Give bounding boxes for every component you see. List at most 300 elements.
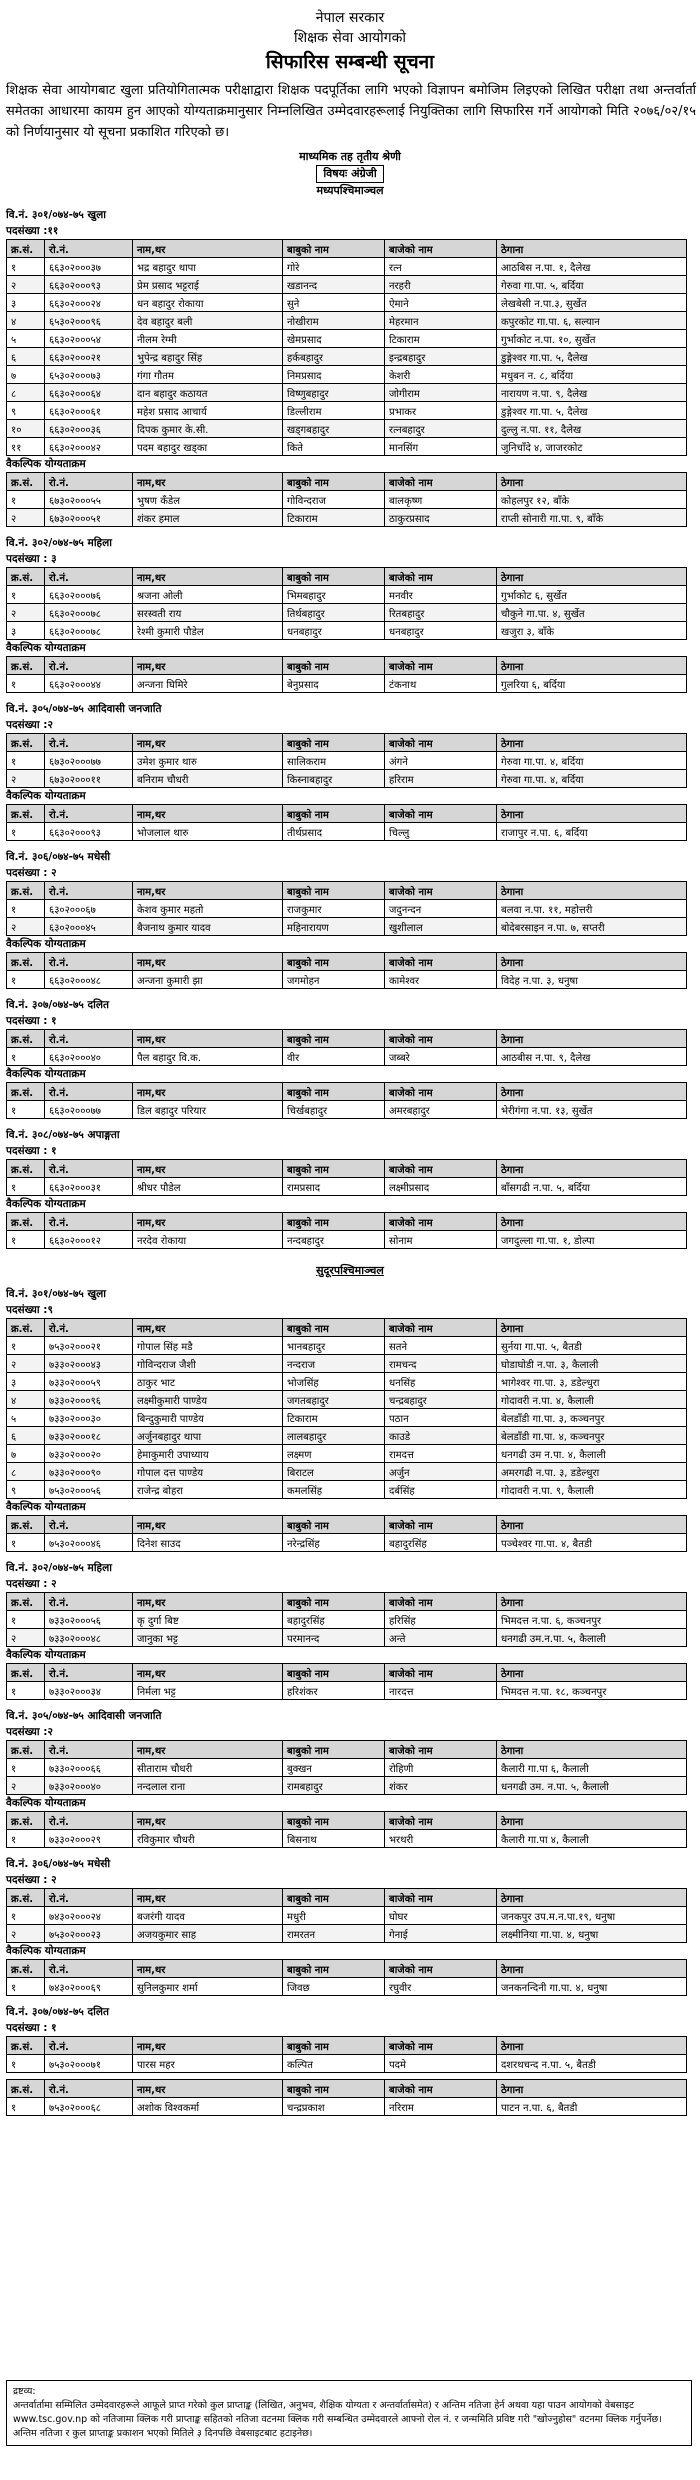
column-header: रो.नं. — [45, 1664, 133, 1682]
table-header-row — [7, 1319, 687, 1337]
government-line: नेपाल सरकार — [315, 10, 385, 26]
column-header: ठेगाना — [497, 1664, 687, 1682]
recommended-candidates-table — [6, 1159, 687, 1196]
column-header: बाबुको नाम — [283, 2080, 385, 2098]
table-row — [7, 491, 687, 509]
table-cell: नारदत्त — [385, 1682, 497, 1700]
column-header: बाबुको नाम — [283, 1213, 385, 1231]
table-cell: बेनुप्रसाद — [283, 675, 385, 693]
recommendation-block — [0, 2004, 700, 2116]
table-cell: ७५३०२०००४६ — [45, 1534, 133, 1552]
table-cell: जब्बरे — [385, 1048, 497, 1066]
column-header: रो.नं. — [45, 1319, 133, 1337]
table-cell: ९ — [7, 1481, 45, 1499]
table-cell: मेहरमान — [385, 312, 497, 330]
seat-count: पदसंख्या : २ — [6, 1874, 57, 1886]
table-cell: ऐमाने — [385, 294, 497, 312]
table-cell: जनकपुर उप.म.न.पा.१९, धनुषा — [497, 1907, 687, 1925]
column-header: नाम,थर — [133, 1960, 283, 1978]
column-header: बाजेको नाम — [385, 1160, 497, 1178]
table-cell: केशरी — [385, 366, 497, 384]
seat-count: पदसंख्या : २ — [6, 867, 57, 879]
recommendation-block — [0, 1560, 700, 1700]
table-cell: सुर्नया गा.पा. ५, बैतडी — [497, 1337, 687, 1355]
table-cell: रामदत्त — [385, 1445, 497, 1463]
table-cell: दशरथचन्द न.पा. ५, बैतडी — [497, 2055, 687, 2073]
table-cell: ४ — [7, 1391, 45, 1409]
table-cell: लक्ष्मीप्रसाद — [385, 1178, 497, 1196]
table-cell: खुशीलाल — [385, 918, 497, 936]
table-cell: खेमप्रसाद — [283, 330, 385, 348]
table-cell: पठान — [385, 1409, 497, 1427]
column-header: बाबुको नाम — [283, 1030, 385, 1048]
table-cell: ६७३०२०००११ — [45, 770, 133, 788]
table-cell: उमेश कुमार थारु — [133, 752, 283, 770]
alternate-candidates-table — [6, 804, 687, 841]
table-cell: रघुवीर — [385, 1978, 497, 1996]
recommended-candidates-table — [6, 1888, 687, 1943]
table-cell: ७३३०२०००४३ — [45, 1355, 133, 1373]
table-row — [7, 509, 687, 527]
table-cell: दुल्लु न.पा. ११, दैलेख — [497, 420, 687, 438]
column-header: बाबुको नाम — [283, 1960, 385, 1978]
column-header: बाजेको नाम — [385, 2037, 497, 2055]
table-cell: टंकनाथ — [385, 675, 497, 693]
table-cell: जुनिचाँदे ४, जाजरकोट — [497, 438, 687, 456]
recommended-candidates-table — [6, 733, 687, 788]
table-cell: ७५३०२०००६८ — [45, 2098, 133, 2116]
column-header: रो.नं. — [45, 1889, 133, 1907]
table-row — [7, 348, 687, 366]
table-row — [7, 1409, 687, 1427]
table-cell: पञ्चेश्वर गा.पा. ४, बैतडी — [497, 1534, 687, 1552]
column-header: रो.नं. — [45, 473, 133, 491]
table-cell: ६६३०२०००४० — [45, 1048, 133, 1066]
recommendation-block — [0, 535, 700, 693]
column-header: रो.नं. — [45, 1030, 133, 1048]
table-cell: १ — [7, 971, 45, 989]
table-cell: दर्बसिंह — [385, 1481, 497, 1499]
column-header: बाबुको नाम — [283, 1593, 385, 1611]
table-cell: लक्ष्मीकुमारी पाण्डेय — [133, 1391, 283, 1409]
table-row — [7, 366, 687, 384]
table-cell: २ — [7, 918, 45, 936]
table-cell: कामेश्वर — [385, 971, 497, 989]
table-cell: हरिसिंह — [385, 1611, 497, 1629]
column-header: क्र.सं. — [7, 1593, 45, 1611]
alternate-list-heading: वैकल्पिक योग्यताक्रम — [6, 1945, 86, 1957]
column-header: ठेगाना — [497, 953, 687, 971]
table-header-row — [7, 1960, 687, 1978]
table-cell: चौकुने गा.पा. ४, सुर्खेत — [497, 604, 687, 622]
table-cell: धनगढी उम. न.पा. ५, कैलाली — [497, 1777, 687, 1795]
table-cell: निमप्रसाद — [283, 366, 385, 384]
table-cell: महिनारायण — [283, 918, 385, 936]
table-cell: शंकर हमाल — [133, 509, 283, 527]
table-cell: मधुरी — [283, 1907, 385, 1925]
table-cell: जगदुल्ला गा.पा. १, डोल्पा — [497, 1231, 687, 1249]
table-cell: ७३३०२०००२९ — [45, 1830, 133, 1848]
table-cell: विदेह न.पा. ३, धनुषा — [497, 971, 687, 989]
table-row — [7, 1629, 687, 1647]
column-header: क्र.सं. — [7, 1960, 45, 1978]
table-row — [7, 823, 687, 841]
table-cell: डिल्लीराम — [283, 402, 385, 420]
table-cell: धन बहादुर रोकाया — [133, 294, 283, 312]
table-cell: गंगा गौतम — [133, 366, 283, 384]
column-header: नाम,थर — [133, 1516, 283, 1534]
column-header: क्र.सं. — [7, 953, 45, 971]
table-cell: ३ — [7, 294, 45, 312]
table-cell: बहादुरसिंह — [283, 1611, 385, 1629]
table-cell: गेरुवा गा.पा. ४, बर्दिया — [497, 770, 687, 788]
column-header: क्र.सं. — [7, 240, 45, 258]
table-cell: ६६३०२०००३७ — [45, 258, 133, 276]
table-cell: श्रीधर पौडेल — [133, 1178, 283, 1196]
alternate-candidates-table — [6, 2079, 687, 2116]
table-cell: बलवा न.पा. ११, महोत्तरी — [497, 900, 687, 918]
table-cell: खडानन्द — [283, 276, 385, 294]
table-cell: ७३३०२०००२० — [45, 1445, 133, 1463]
table-cell: डुङ्गेश्वर गा.पा. ५, दैलेख — [497, 402, 687, 420]
table-cell: ७३३०२०००५६ — [45, 1611, 133, 1629]
notice-title: सिफारिस सम्बन्धी सूचना — [265, 51, 435, 73]
table-cell: राजेन्द्र बोहरा — [133, 1481, 283, 1499]
alternate-list-heading: वैकल्पिक योग्यताक्रम — [6, 1501, 86, 1513]
table-cell: २ — [7, 1629, 45, 1647]
table-cell: ३ — [7, 1373, 45, 1391]
table-header-row — [7, 1516, 687, 1534]
table-cell: १ — [7, 1534, 45, 1552]
table-cell: सतने — [385, 1337, 497, 1355]
column-header: नाम,थर — [133, 240, 283, 258]
level-label: माध्यमिक तह तृतीय श्रेणी — [299, 150, 401, 163]
table-cell: टिकाराम — [283, 1409, 385, 1427]
notice-header — [0, 0, 700, 76]
table-cell: शंकर — [385, 1777, 497, 1795]
table-cell: भरथरी — [385, 1830, 497, 1848]
table-cell: अशोक विश्वकर्मा — [133, 2098, 283, 2116]
recommendation-block — [0, 997, 700, 1119]
table-cell: गोदावरी न.पा. ९, कैलाली — [497, 1481, 687, 1499]
table-row — [7, 1427, 687, 1445]
column-header: ठेगाना — [497, 1213, 687, 1231]
column-header: ठेगाना — [497, 1319, 687, 1337]
recommended-candidates-table — [6, 1740, 687, 1795]
recommendation-block — [0, 1708, 700, 1848]
table-cell: आठबिस न.पा. १, दैलेख — [497, 258, 687, 276]
seat-count: पदसंख्या : २ — [6, 1578, 57, 1590]
table-cell: लेखबेसी न.पा.३, सुर्खेत — [497, 294, 687, 312]
column-header: बाबुको नाम — [283, 1160, 385, 1178]
table-cell: १ — [7, 823, 45, 841]
column-header: क्र.सं. — [7, 1889, 45, 1907]
table-cell: राप्ती सोनारी गा.पा. ९, बाँके — [497, 509, 687, 527]
table-cell: धनबहादुर — [283, 622, 385, 640]
column-header: रो.नं. — [45, 734, 133, 752]
subject-label: विषयः अंग्रेजी — [316, 165, 383, 183]
column-header: नाम,थर — [133, 568, 283, 586]
advertisement-heading: वि.नं. ३०६/०७४-७५ मधेसी — [6, 1858, 111, 1870]
table-row — [7, 1611, 687, 1629]
column-header: नाम,थर — [133, 473, 283, 491]
seat-count: पदसंख्या :२ — [6, 719, 53, 731]
column-header: रो.नं. — [45, 953, 133, 971]
table-cell: १ — [7, 2055, 45, 2073]
table-row — [7, 1391, 687, 1409]
table-cell: ९ — [7, 402, 45, 420]
column-header: ठेगाना — [497, 805, 687, 823]
table-cell: हर्कबहादुर — [283, 348, 385, 366]
table-header-row — [7, 1213, 687, 1231]
column-header: नाम,थर — [133, 953, 283, 971]
table-cell: ६६३०२०००९३ — [45, 823, 133, 841]
table-cell: धनबहादुर — [385, 622, 497, 640]
table-cell: मधुबन न. ८, बर्दिया — [497, 366, 687, 384]
alternate-candidates-table — [6, 1959, 687, 1996]
table-cell: ६ — [7, 348, 45, 366]
column-header: रो.नं. — [45, 1083, 133, 1101]
advertisement-heading: वि.नं. ३०५/०७४-७५ आदिवासी जनजाति — [6, 703, 162, 715]
column-header: बाबुको नाम — [283, 805, 385, 823]
table-cell: ११ — [7, 438, 45, 456]
table-cell: काउडे — [385, 1427, 497, 1445]
column-header: नाम,थर — [133, 1593, 283, 1611]
table-row — [7, 2055, 687, 2073]
table-row — [7, 1907, 687, 1925]
recommendation-block — [0, 1286, 700, 1552]
table-cell: ३ — [7, 622, 45, 640]
column-header: ठेगाना — [497, 1160, 687, 1178]
alternate-list-heading: वैकल्पिक योग्यताक्रम — [6, 938, 86, 950]
table-cell: श्रजना ओली — [133, 586, 283, 604]
table-cell: ६६३०२०००३१ — [45, 1178, 133, 1196]
alternate-list-heading: वैकल्पिक योग्यताक्रम — [6, 458, 86, 470]
table-cell: कपुरकोट गा.पा. ६, सल्यान — [497, 312, 687, 330]
table-cell: अन्ते — [385, 1629, 497, 1647]
column-header: क्र.सं. — [7, 882, 45, 900]
table-cell: डुङ्गेश्वर गा.पा. ५, दैलेख — [497, 348, 687, 366]
table-row — [7, 1481, 687, 1499]
column-header: बाजेको नाम — [385, 1593, 497, 1611]
column-header: क्र.सं. — [7, 657, 45, 675]
table-cell: लालबहादुर — [283, 1427, 385, 1445]
table-cell: १ — [7, 586, 45, 604]
table-cell: दिनेश साउद — [133, 1534, 283, 1552]
table-cell: गोविन्दराज जैशी — [133, 1355, 283, 1373]
table-cell: ६६३०२०००४४ — [45, 675, 133, 693]
table-cell: सीताराम चौधरी — [133, 1759, 283, 1777]
table-cell: रत्न — [385, 258, 497, 276]
column-header: ठेगाना — [497, 1030, 687, 1048]
table-cell: पारस महर — [133, 2055, 283, 2073]
table-cell: किते — [283, 438, 385, 456]
column-header: ठेगाना — [497, 657, 687, 675]
alternate-candidates-table — [6, 1082, 687, 1119]
table-cell: खजुरा ३, बाँके — [497, 622, 687, 640]
table-cell: गोपाल दत्त पाण्डेय — [133, 1463, 283, 1481]
column-header: बाबुको नाम — [283, 473, 385, 491]
table-cell: गेरुवा गा.पा. ४, बर्दिया — [497, 752, 687, 770]
table-cell: १ — [7, 491, 45, 509]
table-cell: धनगढी उम.न.पा. ५, कैलाली — [497, 1629, 687, 1647]
table-cell: ६६३०२०००५४ — [45, 330, 133, 348]
table-cell: ६६३०२०००१२ — [45, 1231, 133, 1249]
table-cell: सुनिलकुमार शर्मा — [133, 1978, 283, 1996]
table-row — [7, 1777, 687, 1795]
table-header-row — [7, 2037, 687, 2055]
column-header: बाजेको नाम — [385, 805, 497, 823]
table-header-row — [7, 1160, 687, 1178]
table-cell: बाँसगढी न.पा. ५, बर्दिया — [497, 1178, 687, 1196]
column-header: रो.नं. — [45, 1213, 133, 1231]
seat-count: पदसंख्या :९ — [6, 1304, 53, 1316]
column-header: ठेगाना — [497, 2080, 687, 2098]
table-cell: १ — [7, 900, 45, 918]
table-row — [7, 1925, 687, 1943]
seat-count: पदसंख्या :११ — [6, 225, 59, 237]
table-cell: विष्णुबहादुर — [283, 384, 385, 402]
table-cell: गेनाई — [385, 1925, 497, 1943]
recommendation-block — [0, 701, 700, 841]
table-cell: ६३०२०००४५ — [45, 918, 133, 936]
table-cell: ७३३०२०००५९ — [45, 1373, 133, 1391]
table-cell: ६६३०२०००४८ — [45, 971, 133, 989]
table-cell: भागेश्वर गा.पा. ३, डडेल्धुरा — [497, 1373, 687, 1391]
table-cell: कैलारी गा.पा ६, कैलाली — [497, 1759, 687, 1777]
alternate-list-heading: वैकल्पिक योग्यताक्रम — [6, 1797, 86, 1809]
column-header: बाबुको नाम — [283, 568, 385, 586]
column-header: नाम,थर — [133, 1160, 283, 1178]
table-cell: इन्द्रबहादुर — [385, 348, 497, 366]
table-cell: नन्दराज — [283, 1355, 385, 1373]
table-cell: पैल बहादुर वि.क. — [133, 1048, 283, 1066]
table-header-row — [7, 734, 687, 752]
table-cell: टिकाराम — [283, 509, 385, 527]
commission-line: शिक्षक सेवा आयोगको — [293, 30, 407, 46]
table-cell: प्रभाकर — [385, 402, 497, 420]
column-header: नाम,थर — [133, 657, 283, 675]
table-cell: रोहिणी — [385, 1759, 497, 1777]
recommendation-block — [0, 1127, 700, 1249]
table-cell: गोदावरी न.पा. ४, कैलाली — [497, 1391, 687, 1409]
column-header: ठेगाना — [497, 1593, 687, 1611]
table-cell: गुलरिया ६, बर्दिया — [497, 675, 687, 693]
table-cell: ठाकुर भाट — [133, 1373, 283, 1391]
column-header: रो.नं. — [45, 1516, 133, 1534]
alternate-candidates-table — [6, 1212, 687, 1249]
table-header-row — [7, 805, 687, 823]
table-cell: जोगीराम — [385, 384, 497, 402]
column-header: क्र.सं. — [7, 1812, 45, 1830]
table-header-row — [7, 1889, 687, 1907]
column-header: रो.नं. — [45, 1593, 133, 1611]
column-header: रो.नं. — [45, 1960, 133, 1978]
table-cell: नरिराम — [385, 2098, 497, 2116]
column-header: नाम,थर — [133, 1213, 283, 1231]
column-header: ठेगाना — [497, 1960, 687, 1978]
advertisement-heading: वि.नं. ३०५/०७४-७५ आदिवासी जनजाति — [6, 1710, 162, 1722]
column-header: ठेगाना — [497, 882, 687, 900]
table-cell: १ — [7, 1907, 45, 1925]
column-header: बाबुको नाम — [283, 1889, 385, 1907]
table-cell: गोपाल सिंह मडै — [133, 1337, 283, 1355]
table-cell: बालकृष्ण — [385, 491, 497, 509]
column-header: बाबुको नाम — [283, 882, 385, 900]
table-cell: १ — [7, 1830, 45, 1848]
subject-label-wrap — [0, 165, 700, 183]
table-cell: सोनाम — [385, 1231, 497, 1249]
table-cell: रविकुमार चौधरी — [133, 1830, 283, 1848]
table-cell: जदुनन्दन — [385, 900, 497, 918]
table-cell: ७३३०२०००४८ — [45, 1629, 133, 1647]
column-header: बाजेको नाम — [385, 1213, 497, 1231]
table-cell: जगमोहन — [283, 971, 385, 989]
table-cell: ८ — [7, 1463, 45, 1481]
column-header: ठेगाना — [497, 473, 687, 491]
table-row — [7, 312, 687, 330]
table-cell: ७३३०२०००३० — [45, 1409, 133, 1427]
table-row — [7, 1231, 687, 1249]
column-header: बाजेको नाम — [385, 953, 497, 971]
recommended-candidates-table — [6, 1592, 687, 1647]
table-cell: १ — [7, 1978, 45, 1996]
table-cell: बुक्खन — [283, 1759, 385, 1777]
column-header: क्र.सं. — [7, 2037, 45, 2055]
alternate-list-heading: वैकल्पिक योग्यताक्रम — [6, 1649, 86, 1661]
recommendation-block — [0, 1856, 700, 1996]
column-header: बाजेको नाम — [385, 882, 497, 900]
recommended-candidates-table — [6, 881, 687, 936]
column-header: ठेगाना — [497, 1889, 687, 1907]
table-cell: ७३३०२०००६६ — [45, 1759, 133, 1777]
region-1-blocks — [0, 207, 700, 1249]
table-cell: टिकाराम — [385, 330, 497, 348]
table-header-row — [7, 568, 687, 586]
table-cell: ६६३०२०००७७ — [45, 1101, 133, 1119]
table-cell: नारायण न.पा. ९, दैलेख — [497, 384, 687, 402]
column-header: नाम,थर — [133, 882, 283, 900]
column-header: बाजेको नाम — [385, 568, 497, 586]
table-row — [7, 1337, 687, 1355]
table-header-row — [7, 473, 687, 491]
table-cell: बिराटल — [283, 1463, 385, 1481]
column-header: बाजेको नाम — [385, 240, 497, 258]
table-cell: जिवछ — [283, 1978, 385, 1996]
table-cell: जनकनन्दिनी गा.पा. ४, धनुषा — [497, 1978, 687, 1996]
column-header: बाजेको नाम — [385, 1083, 497, 1101]
table-cell: बहादुरसिंह — [385, 1534, 497, 1552]
table-cell: २ — [7, 770, 45, 788]
table-cell: १ — [7, 1611, 45, 1629]
alternate-list-heading: वैकल्पिक योग्यताक्रम — [6, 1198, 86, 1210]
table-cell: कमलसिंह — [283, 1481, 385, 1499]
table-cell: भुषण कँडेल — [133, 491, 283, 509]
table-cell: चिल्लु — [385, 823, 497, 841]
table-cell: अर्जुन — [385, 1463, 497, 1481]
alternate-candidates-table — [6, 952, 687, 989]
column-header: बाजेको नाम — [385, 657, 497, 675]
column-header: रो.नं. — [45, 882, 133, 900]
region-title-2: सुदूरपश्चिमाञ्चल — [316, 1264, 384, 1277]
table-cell: ६६३०२०००२१ — [45, 348, 133, 366]
table-cell: भेरीगंगा न.पा. १३, सुर्खेत — [497, 1101, 687, 1119]
table-cell: घोडाघोडी न.पा. ३, कैलाली — [497, 1355, 687, 1373]
table-cell: दान बहादुर कठायत — [133, 384, 283, 402]
table-header-row — [7, 657, 687, 675]
region-2-blocks — [0, 1286, 700, 2116]
table-cell: अंगने — [385, 752, 497, 770]
